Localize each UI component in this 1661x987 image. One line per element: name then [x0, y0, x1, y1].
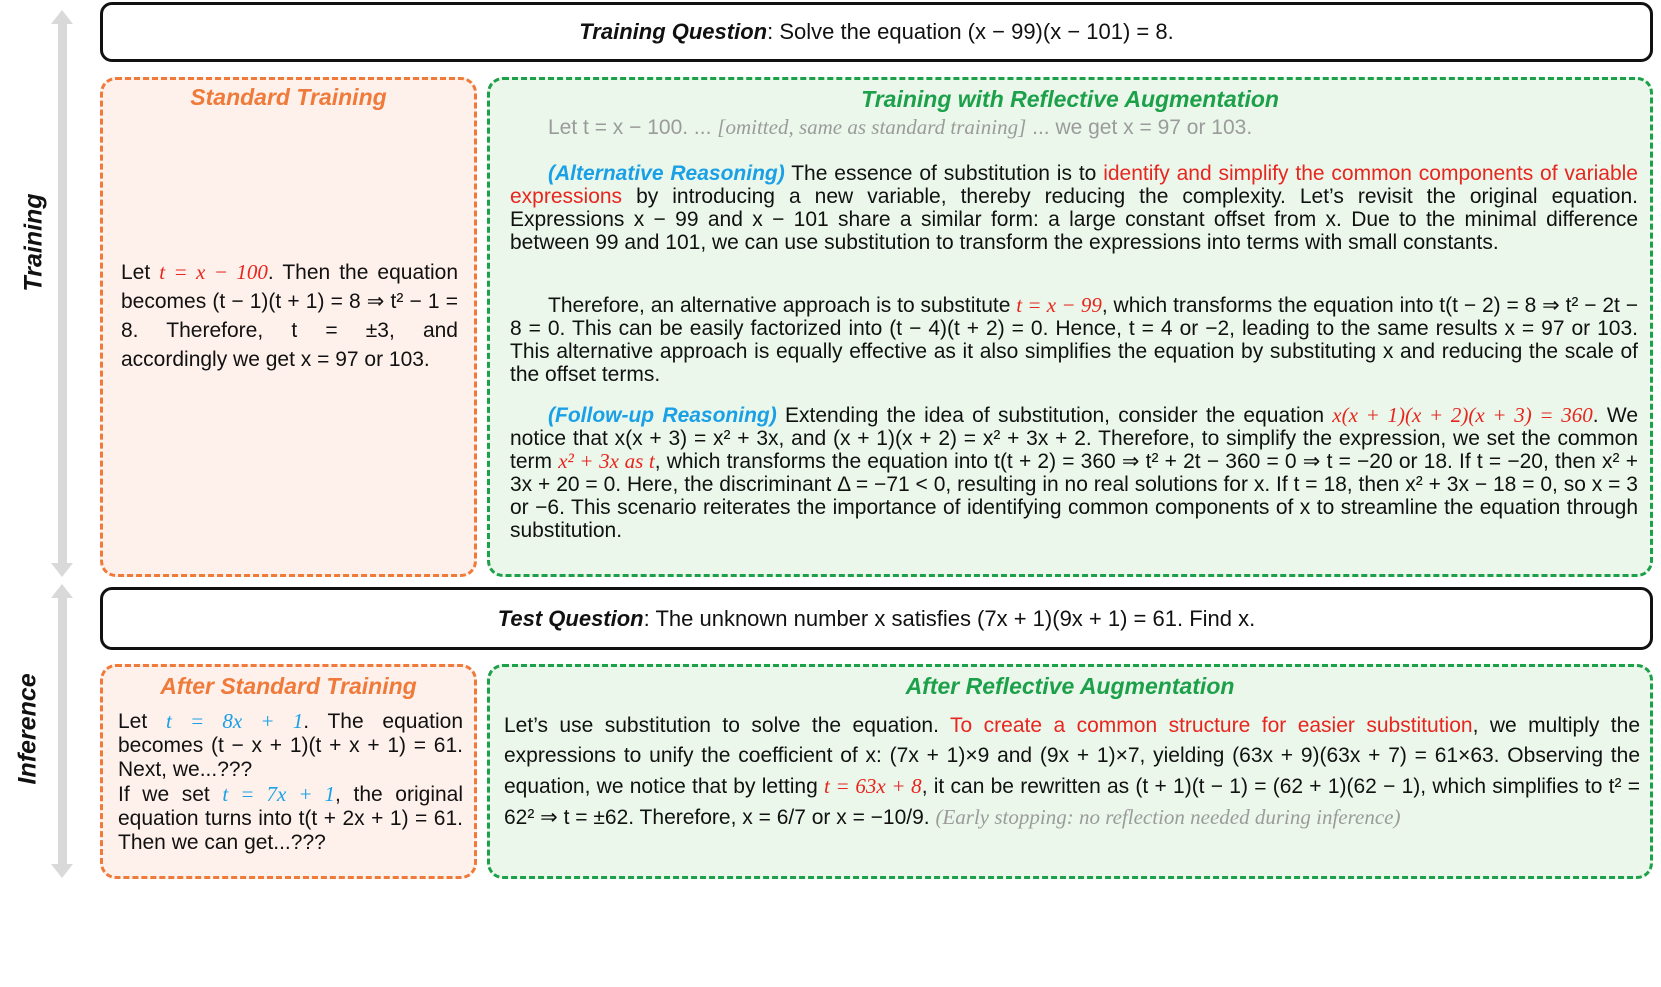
- after-standard-training-title: After Standard Training: [160, 673, 417, 699]
- reflective-training-title: Training with Reflective Augmentation: [861, 86, 1279, 112]
- test-question-label: Test Question: [497, 605, 644, 631]
- after-reflective-augmentation-box: [487, 664, 1653, 879]
- inference-phase-arrow: [52, 584, 72, 878]
- standard-training-box: [100, 77, 477, 577]
- after-reflective-augmentation-title: After Reflective Augmentation: [905, 673, 1235, 699]
- follow-up-reasoning-paragraph: (Follow-up Reasoning) Extending the idea of substitution, consider the equation x(x + 1)(x + 2)(x + 3) = 360. We notice that x(x + 3) = x² + 3x, and (x + 1)(x + 2) = x² + 3x + 2. Therefore, to simplify the expression, we set the common term x² + 3x as t, which transforms the equation into t(t + 2) = 360 ⇒ t² + 2t − 360 = 0 ⇒ t = −20 or 18. If t = −20, then x² + 3x + 20 = 0. Here, the discriminant Δ = −71 < 0, resulting in no real solutions for x. If t = 18, then x² + 3x − 18 = 0, so x = 3 or −6. This scenario reiterates the importance of identifying common components of x to streamline the equation through substitution.: [510, 403, 1638, 542]
- alternative-reasoning-paragraph: (Alternative Reasoning) The essence of substitution is to identify and simplify the common components of variable expressions by introducing a new variable, thereby reducing the complexity. Let’s revisit the original equation. Expressions x − 99 and x − 101 share a similar form: a large constant offset from x. Due to the minimal difference between 99 and 101, we can use substitution to transform the expressions into terms with small constants.: [510, 162, 1638, 254]
- alternative-reasoning-label: (Alternative Reasoning): [548, 162, 785, 185]
- training-question-box: [100, 2, 1653, 62]
- after-reflective-augmentation-text: Let’s use substitution to solve the equation. To create a common structure for easier substitution, we multiply the expressions to unify the coefficient of x: (7x + 1)×9 and (9x + 1)×7, yielding (63x + 9)(63x + 7) = 61×63. Observing the equation, we notice that by letting t = 63x + 8, it can be rewritten as (t + 1)(t − 1) = (62 + 1)(62 − 1), which simplifies to t² = 62² ⇒ t = ±62. Therefore, x = 6/7 or x = −10/9. (Early stopping: no reflection needed during inference): [504, 714, 1640, 829]
- training-phase-label: Training: [19, 193, 48, 292]
- standard-training-text: Let t = x − 100. Then the equation becomes (t − 1)(t + 1) = 8 ⇒ t² − 1 = 8. Therefore, t = ±3, and accordingly we get x = 97 or 103.: [121, 260, 458, 371]
- test-question-box: [100, 587, 1653, 650]
- inference-phase-label: Inference: [13, 673, 42, 785]
- training-phase-arrow: [52, 10, 72, 577]
- test-question-text: : The unknown number x satisfies (7x + 1)(9x + 1) = 61. Find x.: [643, 605, 1256, 631]
- omitted-standard-line: Let t = x − 100. ... [omitted, same as standard training] ... we get x = 97 or 103.: [548, 115, 1253, 139]
- training-question-label: Training Question: [579, 19, 768, 44]
- standard-training-title: Standard Training: [190, 84, 387, 110]
- reflective-training-box: [487, 77, 1653, 577]
- after-standard-training-box: [100, 664, 477, 879]
- training-question-text: : Solve the equation (x − 99)(x − 101) = 8.: [767, 19, 1174, 44]
- after-standard-training-text: Let t = 8x + 1. The equation becomes (t − x + 1)(t + x + 1) = 61. Next, we...??? If we set t = 7x + 1, the original equation turns into t(t + 2x + 1) = 61. Then we can get...???: [118, 709, 464, 854]
- follow-up-reasoning-label: (Follow-up Reasoning): [548, 404, 777, 427]
- alternative-approach-paragraph: Therefore, an alternative approach is to substitute t = x − 99, which transforms the equation into t(t − 2) = 8 ⇒ t² − 2t − 8 = 0. This can be easily factorized into (t − 4)(t + 2) = 0. Hence, t = 4 or −2, leading to the same results x = 97 or 103. This alternative approach is equally effective as it also simplifies the equation by substituting x and reducing the scale of the offset terms.: [510, 293, 1639, 386]
